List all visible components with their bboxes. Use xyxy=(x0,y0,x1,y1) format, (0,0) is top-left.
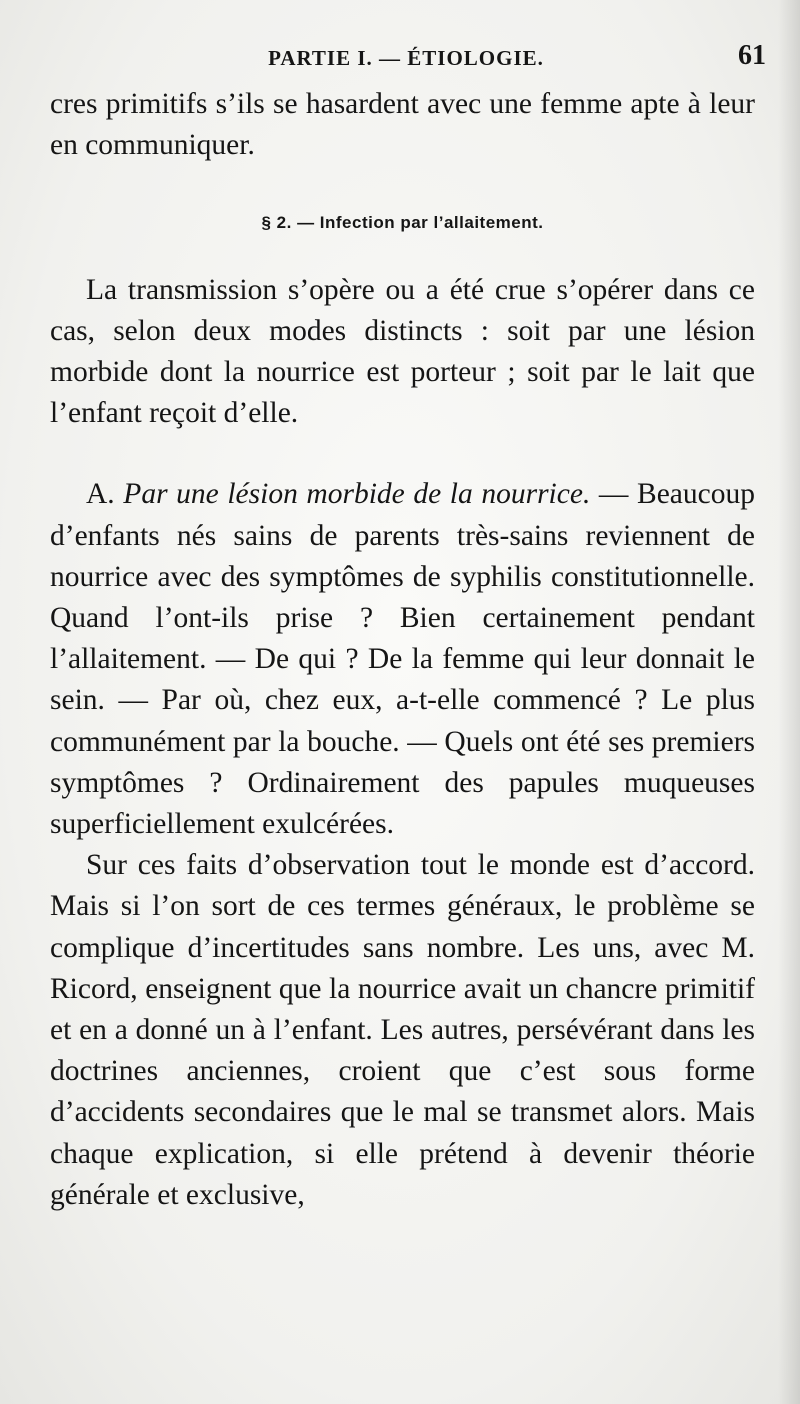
section-title: § 2. — Infection par l’allaitement. xyxy=(261,213,544,233)
paragraph-lesion xyxy=(50,474,755,845)
paragraph-transmission: La transmission s’opère ou a été crue s’opérer dans ce cas, selon deux modes distincts : soit par une lésion morbide dont la nourrice est porteur ; soit par le lait que l’enfant reçoit d’elle. xyxy=(50,273,755,430)
running-head: PARTIE I. — ÉTIOLOGIE. xyxy=(268,46,544,70)
body-text xyxy=(50,84,755,1216)
paragraph-continuation: cres primitifs s’ils se hasardent avec une femme apte à leur en communiquer. xyxy=(50,88,755,162)
paragraph-observation: Sur ces faits d’observation tout le monde est d’accord. Mais si l’on sort de ces termes généraux, le problème se complique d’incertitudes sans nombre. Les uns, avec M. Ricord, enseignent que la nourrice avait un chancre primitif et en a donné un à l’enfant. Les autres, persévérant dans les doctrines anciennes, croient que c’est sous forme d’accidents secondaires que le mal se transmet alors. Mais chaque explication, si elle prétend à devenir théorie générale et exclusive, xyxy=(50,849,755,1211)
subsection-letter: A. xyxy=(86,478,115,511)
page-edge-shadow xyxy=(778,0,800,1404)
subsection-title: Par une lésion morbide de la nourrice. xyxy=(123,478,591,511)
page-number: 61 xyxy=(738,40,766,71)
paragraph-lesion-text: — Beaucoup d’enfants nés sains de parents très-sains reviennent de nourrice avec des symptômes de syphilis constitutionnelle. Quand l’ont-ils prise ? Bien certainement pendant l’allaitement. — De qui ? De la femme qui leur donnait le sein. — Par où, chez eux, a-t-elle commencé ? Le plus communément par la bouche. — Quels ont été ses premiers symptômes ? Ordinairement des papules muqueuses superficiellement exulcérées. xyxy=(50,478,755,841)
page-header xyxy=(46,40,766,76)
paragraph-gap xyxy=(50,434,755,474)
